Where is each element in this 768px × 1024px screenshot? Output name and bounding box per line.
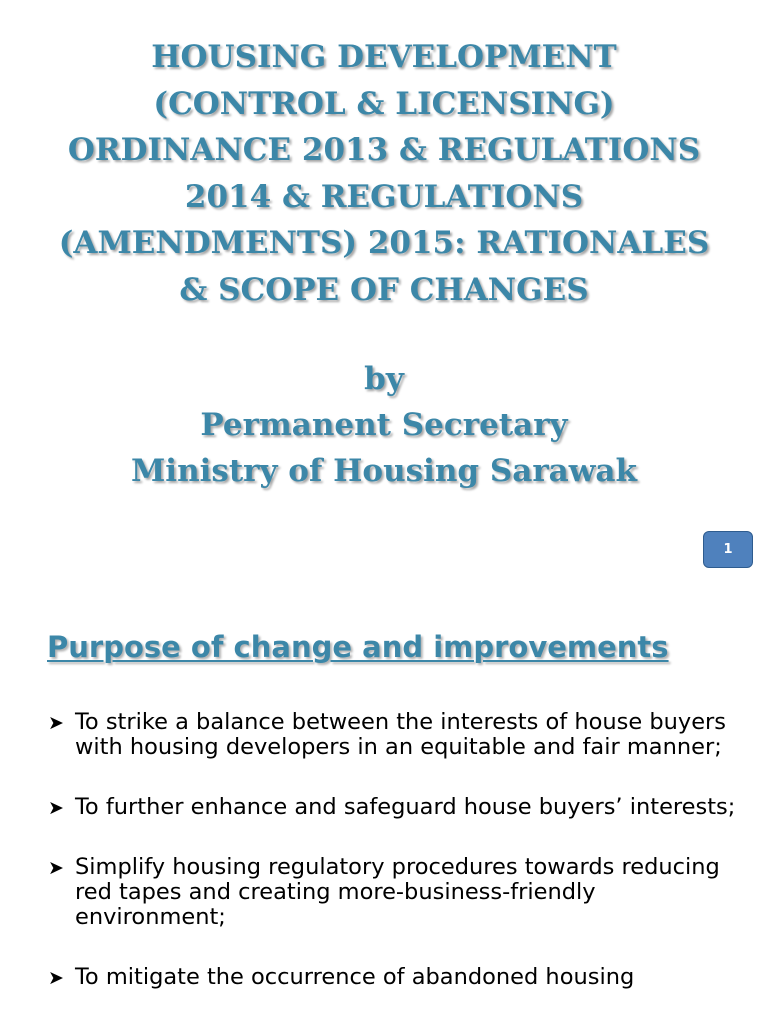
list-item	[48, 795, 748, 820]
bullet-text: To further enhance and safeguard house buyers’ interests;	[75, 794, 736, 820]
arrow-bullet-icon: ➤	[48, 857, 64, 879]
purpose-bullet-list	[48, 710, 748, 1024]
title-line: (AMENDMENTS) 2015: RATIONALES	[58, 225, 710, 261]
list-item	[48, 855, 748, 930]
title-line: HOUSING DEVELOPMENT	[151, 39, 617, 75]
arrow-bullet-icon: ➤	[48, 712, 64, 734]
page-number-badge: 1	[703, 531, 753, 568]
title-line: 2014 & REGULATIONS	[184, 178, 584, 215]
arrow-bullet-icon: ➤	[48, 797, 64, 819]
byline-line: Permanent Secretary	[200, 407, 568, 443]
slide-title	[0, 34, 768, 313]
byline-line: by	[364, 361, 404, 397]
title-line: & SCOPE OF CHANGES	[179, 271, 589, 308]
bullet-text: To strike a balance between the interests of house buyers with housing developers in an equitable and fair manner;	[75, 709, 727, 760]
bullet-text: To mitigate the occurrence of abandoned housing	[75, 964, 635, 990]
bullet-text: Simplify housing regulatory procedures towards reducing red tapes and creating more-business-friendly environment;	[75, 854, 720, 930]
section-heading: Purpose of change and improvements	[47, 630, 669, 664]
list-item	[48, 710, 748, 760]
title-line: ORDINANCE 2013 & REGULATIONS	[67, 132, 701, 168]
byline-line: Ministry of Housing Sarawak	[130, 453, 637, 489]
title-line: (CONTROL & LICENSING)	[153, 85, 615, 122]
arrow-bullet-icon: ➤	[48, 967, 64, 989]
author-byline	[0, 356, 768, 494]
list-item	[48, 965, 748, 990]
